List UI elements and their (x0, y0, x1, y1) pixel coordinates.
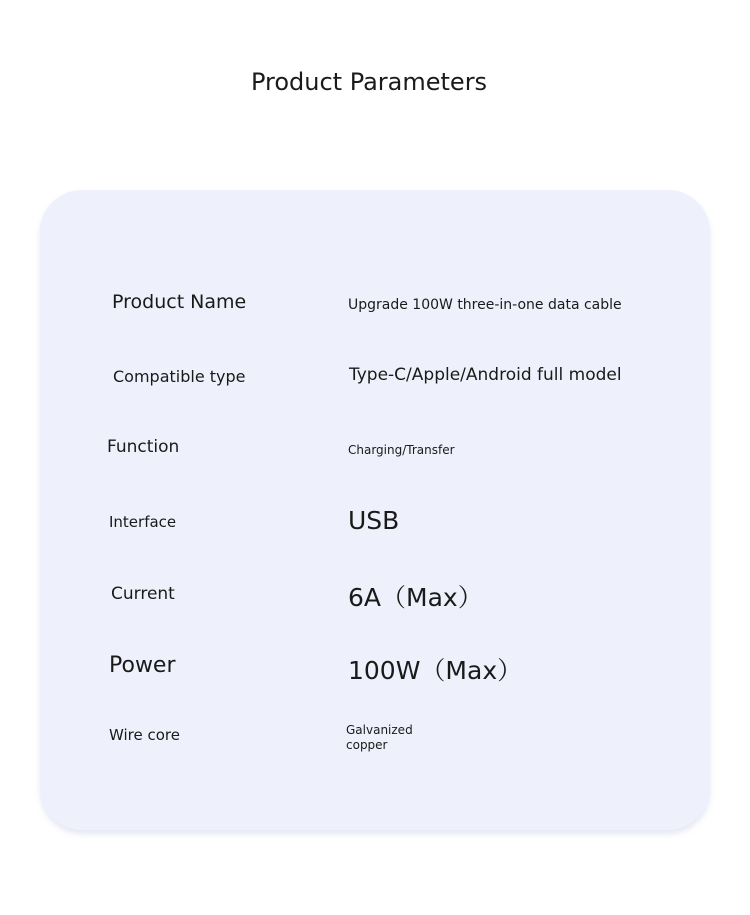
parameter-label: Power (109, 653, 176, 678)
parameter-value: USB (348, 506, 400, 535)
parameter-value: Type-C/Apple/Android full model (349, 365, 622, 385)
parameter-label: Function (107, 437, 180, 457)
parameter-value: Upgrade 100W three-in-one data cable (348, 297, 622, 313)
parameter-value: 100W（Max） (348, 656, 523, 685)
parameter-value: Charging/Transfer (348, 443, 455, 457)
parameter-value: 6A（Max） (348, 583, 483, 612)
parameter-value: Galvanized copper (346, 723, 413, 752)
parameter-label: Interface (109, 513, 177, 531)
parameter-label: Wire core (109, 726, 180, 744)
parameters-card (40, 190, 710, 830)
parameter-label: Current (111, 584, 175, 604)
page-title: Product Parameters (250, 68, 488, 96)
parameter-label: Product Name (112, 291, 247, 313)
parameter-label: Compatible type (113, 367, 246, 386)
